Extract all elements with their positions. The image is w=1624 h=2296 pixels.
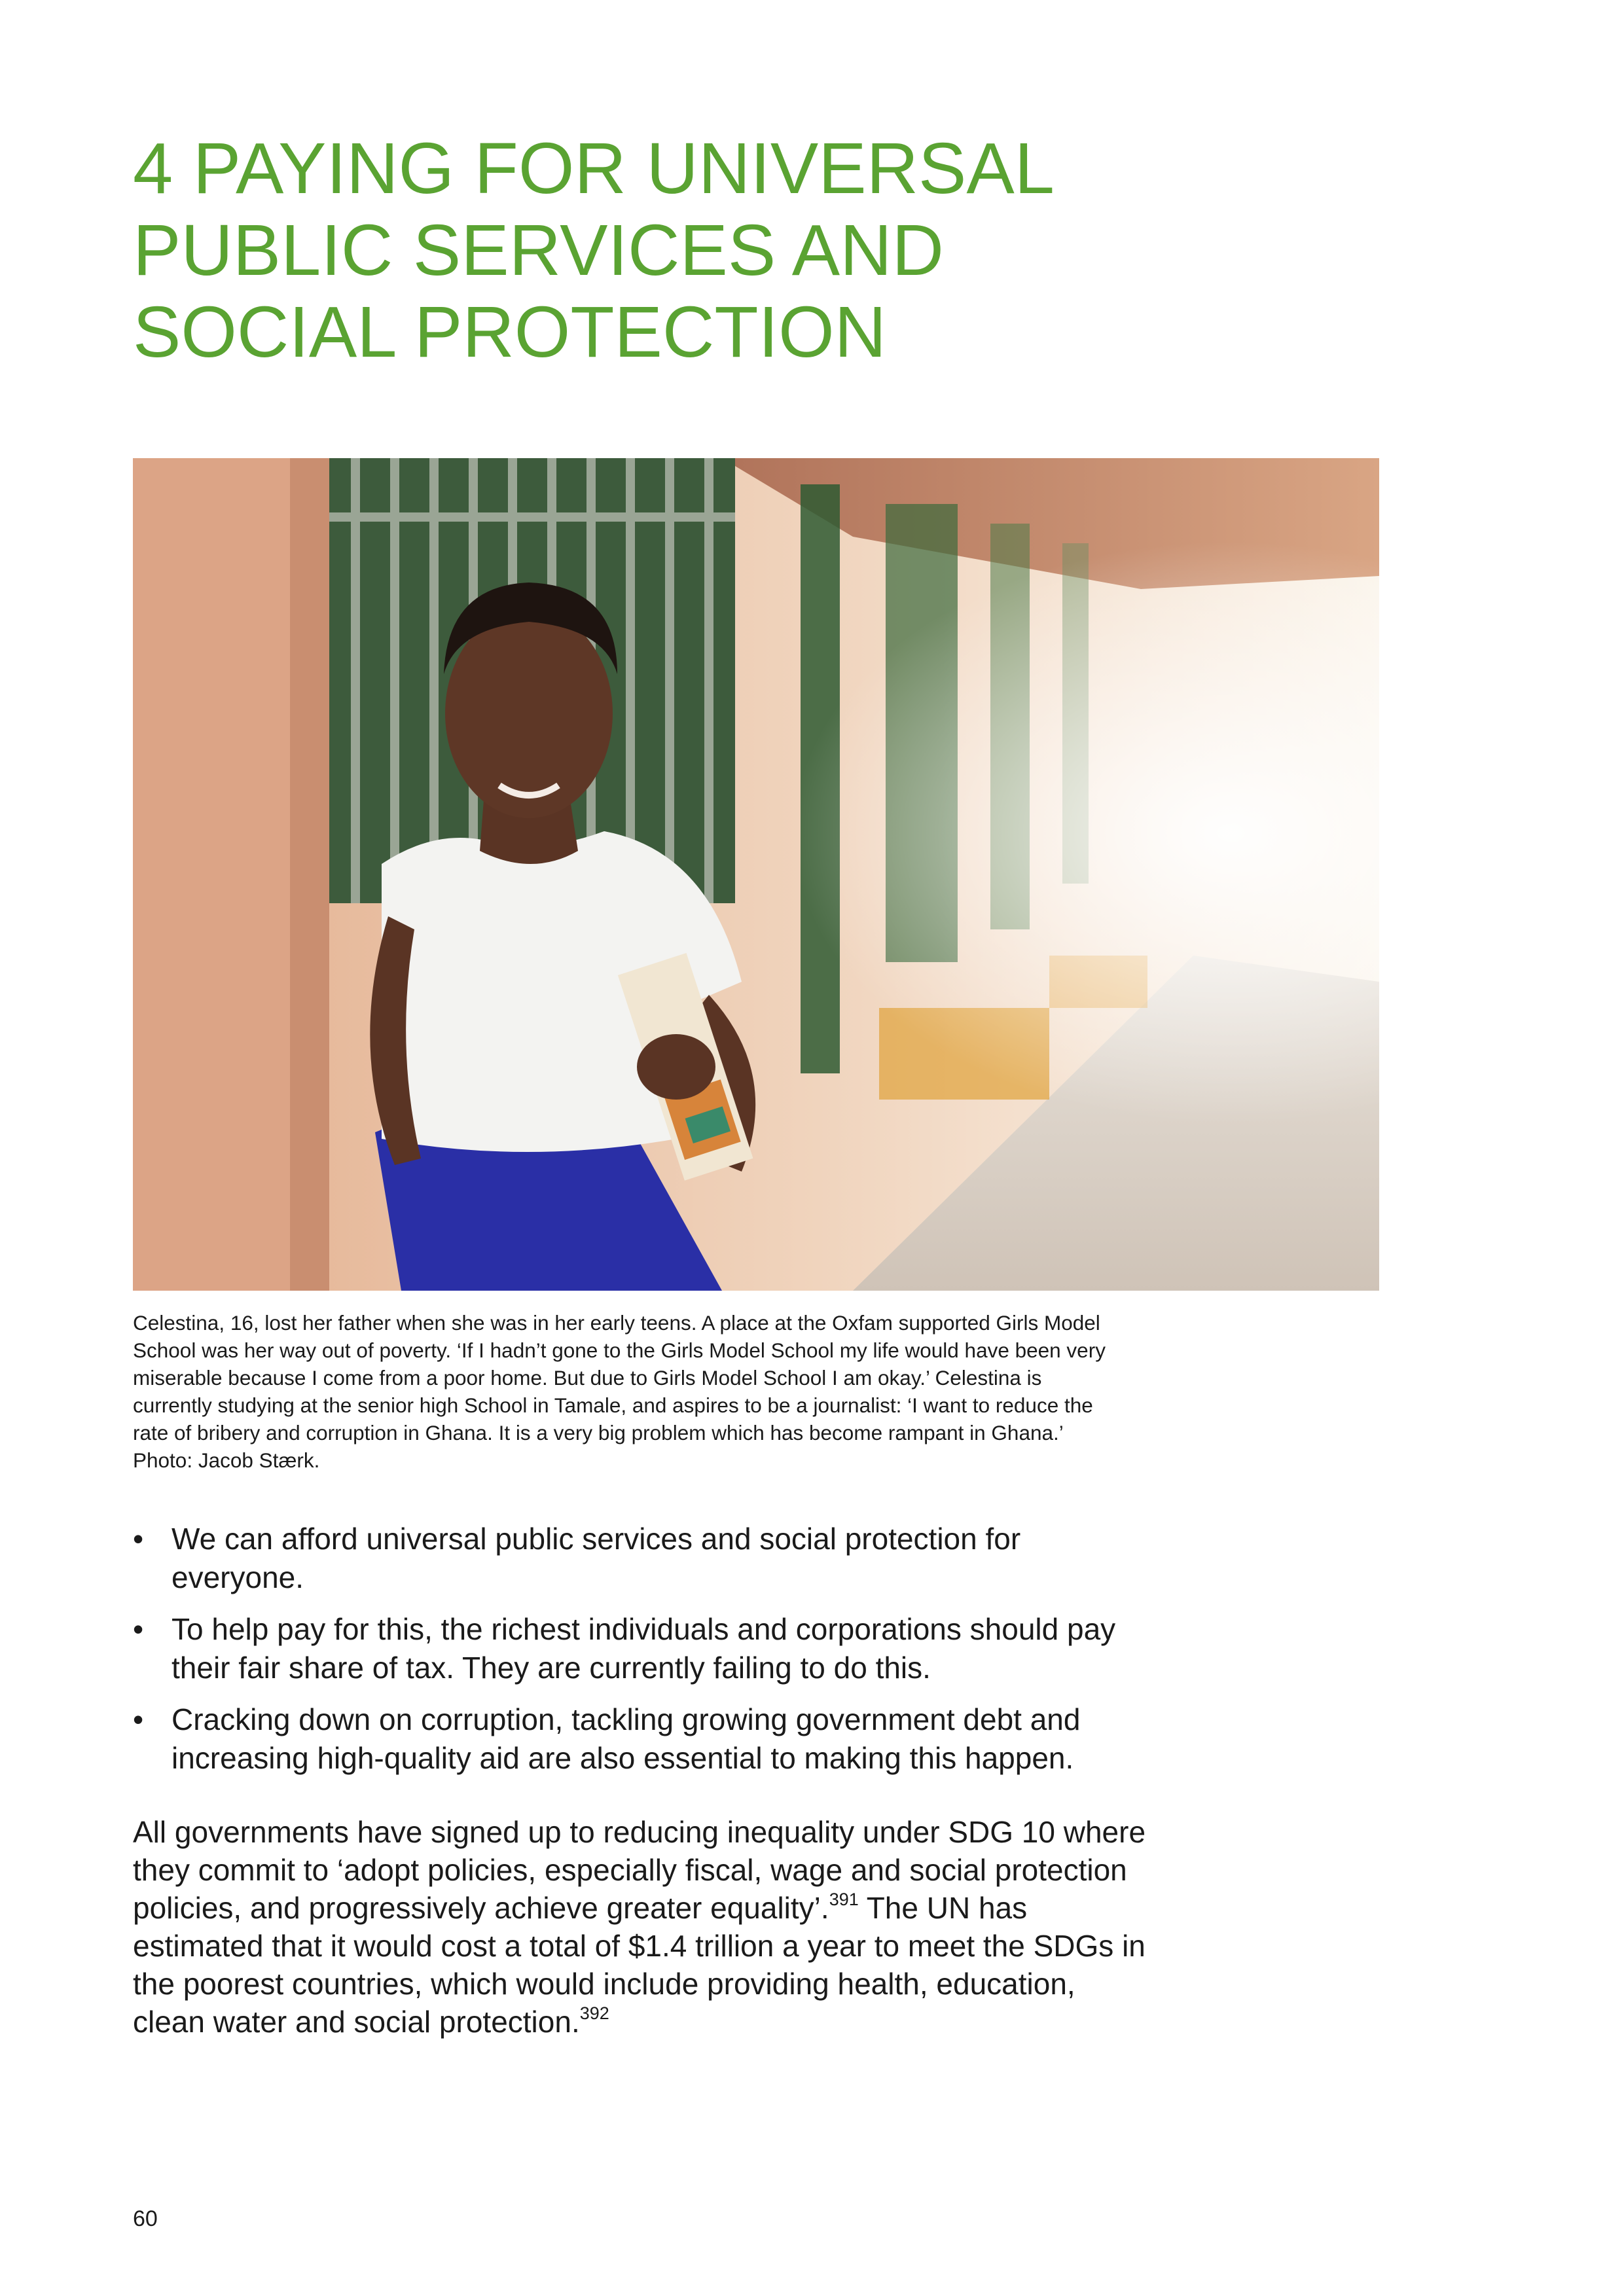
key-point-item — [133, 1610, 1154, 1687]
key-point-text: To help pay for this, the richest individuals and corporations should pay their fair share of tax. They are currently failing to do this. — [171, 1612, 1116, 1685]
bullet-marker: • — [133, 1522, 144, 1556]
heading-line-3: SOCIAL PROTECTION — [133, 292, 887, 372]
photo — [133, 458, 1379, 1291]
page-number: 60 — [133, 2206, 158, 2231]
heading-line-1: 4 PAYING FOR UNIVERSAL — [133, 128, 1055, 209]
photo-caption: Celestina, 16, lost her father when she was in her early teens. A place at the Oxfam supported Girls Model School was her way out of poverty. ‘If I hadn’t gone to the Girls Model School my life would have been very miserable because I come from a poor home. But due to Girls Model School I am okay.’ Celestina is currently studying at the senior high School in Tamale, and aspires to be a journalist: ‘I want to reduce the rate of bribery and corruption in Ghana. It is a very big problem which has become rampant in Ghana.’ Photo: Jacob Stærk. — [133, 1311, 1106, 1472]
footnote-ref-391[interactable]: 391 — [829, 1889, 859, 1909]
paragraph-text-1: All governments have signed up to reducing inequality under SDG 10 where they commit to ‘adopt policies, especially fiscal, wage and social protection policies, and progressively achieve greater equality’. — [133, 1815, 1146, 1925]
key-point-item — [133, 1700, 1154, 1778]
chapter-heading — [133, 128, 1311, 373]
bullet-marker: • — [133, 1702, 144, 1736]
key-point-item — [133, 1520, 1154, 1597]
photo-illustration — [133, 458, 1379, 1291]
footnote-ref-392[interactable]: 392 — [579, 2003, 609, 2023]
key-points-list — [133, 1520, 1154, 1791]
key-point-text: Cracking down on corruption, tackling growing government debt and increasing high-quality aid are also essential to making this happen. — [171, 1702, 1081, 1775]
bullet-marker: • — [133, 1612, 144, 1646]
key-point-text: We can afford universal public services and social protection for everyone. — [171, 1522, 1021, 1594]
heading-line-2: PUBLIC SERVICES AND — [133, 210, 944, 291]
body-paragraph — [133, 1813, 1154, 2041]
paragraph-text-2: The UN has estimated that it would cost a total of $1.4 trillion a year to meet the SDGs in the poorest countries, which would include providing health, education, clean water and social protection. — [133, 1891, 1146, 2039]
